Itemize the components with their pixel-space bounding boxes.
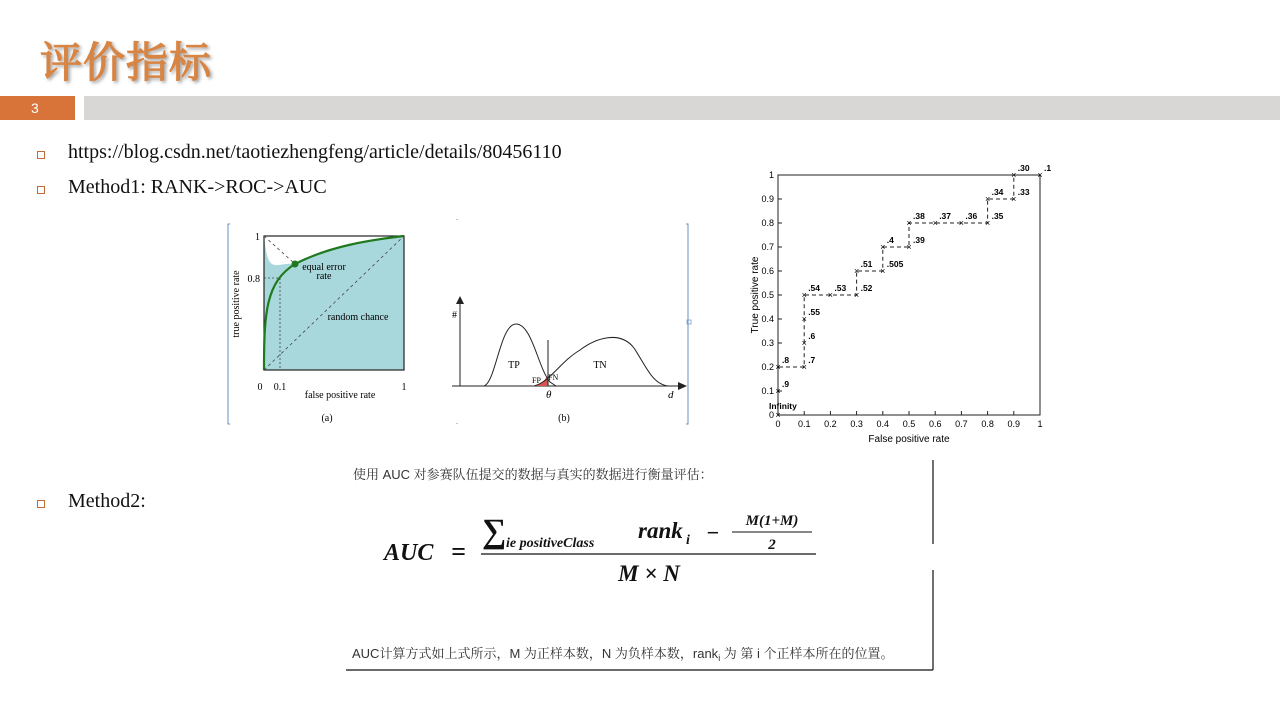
roc-point-marker: ×	[801, 362, 807, 372]
panel-a-roc	[231, 232, 407, 424]
roc-point-label: .6	[808, 331, 816, 341]
roc-point-marker: ×	[853, 266, 860, 276]
roc-point-marker: ×	[984, 194, 991, 204]
fp-label: FP	[532, 376, 541, 385]
y-tick-label: 0.8	[247, 274, 260, 285]
roc-point-marker: ×	[880, 242, 886, 252]
roc-point-marker: ×	[801, 338, 807, 348]
roc-point-marker: ×	[906, 242, 912, 252]
fraction-denominator: 2	[768, 537, 776, 553]
roc-point-marker: ×	[1037, 170, 1043, 180]
bullet-method1: Method1: RANK->ROC->AUC	[68, 176, 327, 198]
roc-point-marker: ×	[880, 266, 886, 276]
roc-point-marker: ×	[801, 314, 807, 324]
x-tick-label: 1	[401, 382, 407, 393]
note-text: 为 第 i 个正样本所在的位置。	[720, 646, 894, 661]
roc-point-label: .35	[991, 211, 1004, 221]
roc-point-label: .33	[1017, 187, 1030, 197]
roc-point-label: .30	[1017, 163, 1030, 173]
roc-step-chart	[745, 158, 1055, 450]
roc-point-label: .8	[782, 355, 790, 365]
y-axis-label: True positive rate	[750, 256, 761, 334]
tp-distribution-curve	[484, 324, 559, 386]
y-axis-symbol: #	[452, 310, 457, 321]
formula-denominator: M × N	[618, 561, 680, 586]
rank-term: rank	[638, 518, 683, 543]
panel-caption: (b)	[558, 413, 570, 424]
roc-point-marker: ×	[775, 362, 781, 372]
roc-point-label: .505	[886, 259, 904, 269]
roc-point-label: .7	[808, 355, 816, 365]
roc-point-marker: ×	[958, 218, 965, 228]
bullet-link[interactable]: https://blog.csdn.net/taotiezhengfeng/article/details/80456110	[68, 141, 562, 163]
roc-point-label: .34	[991, 187, 1004, 197]
y-tick-label: 0.6	[761, 266, 774, 276]
roc-point-label: .55	[808, 307, 821, 317]
formula-equals: =	[451, 537, 466, 566]
roc-point-label: .37	[939, 211, 952, 221]
y-axis-arrow	[456, 296, 464, 304]
y-tick-label: 1	[255, 232, 260, 243]
tn-label: TN	[593, 360, 607, 371]
bullet-method2: Method2:	[68, 490, 146, 512]
x-axis-symbol: d	[668, 389, 674, 401]
x-tick-label: 0.9	[1007, 419, 1021, 429]
x-tick-label: 0.1	[797, 419, 811, 429]
roc-point-label: .53	[834, 283, 847, 293]
eer-annotation: equal error	[302, 262, 346, 273]
frame-marker: ˘	[456, 422, 459, 430]
roc-point-marker: ×	[906, 218, 912, 228]
roc-point-label: .38	[913, 211, 925, 221]
formula-note	[352, 646, 894, 663]
y-tick-label: 0.3	[761, 338, 774, 348]
note-text: AUC计算方式如上式所示，M 为正样本数，N 为负样本数，rank	[352, 646, 719, 661]
fraction-numerator: M(1+M)	[745, 513, 799, 529]
y-tick-label: 0.2	[761, 362, 774, 372]
title-divider-bar	[84, 96, 1280, 120]
x-axis-label: False positive rate	[868, 434, 950, 445]
y-tick-label: 0.5	[761, 290, 774, 300]
roc-point-marker: ×	[775, 410, 781, 420]
x-tick-label: 0.7	[955, 419, 968, 429]
sum-subscript: ie positiveClass	[506, 536, 595, 551]
eer-annotation: rate	[316, 271, 332, 282]
x-tick-label: 0.4	[876, 419, 890, 429]
y-tick-label: 0.4	[761, 314, 774, 324]
x-tick-label: 0.6	[928, 419, 942, 429]
formula-box	[344, 458, 940, 674]
x-tick-label: 0.8	[981, 419, 994, 429]
roc-point-label: .39	[913, 235, 925, 245]
sum-symbol: ∑	[482, 513, 507, 550]
roc-point-marker: ×	[827, 290, 834, 300]
panel-b-distributions	[452, 296, 687, 424]
roc-point-marker: ×	[801, 290, 807, 300]
tp-label: TP	[508, 360, 520, 371]
roc-concept-figure	[220, 212, 700, 430]
bullet-icon	[37, 151, 45, 159]
roc-point-marker: ×	[775, 386, 781, 396]
x-axis-label: false positive rate	[304, 390, 376, 401]
roc-point-label: .54	[808, 283, 821, 293]
roc-point-marker: ×	[1011, 170, 1017, 180]
x-tick-label: 0	[257, 382, 263, 393]
x-axis-arrow	[678, 382, 687, 390]
roc-point-label: .36	[965, 211, 978, 221]
y-tick-label: 0.8	[761, 218, 774, 228]
roc-points	[769, 163, 1051, 420]
roc-point-marker: ×	[853, 290, 860, 300]
x-tick-label: 0.5	[902, 419, 916, 429]
x-tick-label: 1	[1037, 419, 1043, 429]
y-tick-label: 0.7	[761, 242, 774, 252]
rank-subscript: i	[686, 533, 690, 548]
y-tick-label: 0.9	[761, 194, 774, 204]
y-axis-label: true positive rate	[231, 270, 242, 338]
roc-point-marker: ×	[984, 218, 991, 228]
roc-point-label: .1	[1044, 163, 1052, 173]
x-tick-label: 0.1	[273, 382, 287, 393]
panel-caption: (a)	[321, 413, 333, 424]
bullet-icon	[37, 186, 45, 194]
roc-point-marker: ×	[932, 218, 938, 228]
x-tick-label: 0.3	[850, 419, 863, 429]
x-tick-label: 0.2	[824, 419, 837, 429]
fn-label: FN	[548, 373, 559, 382]
formula-lhs: AUC	[384, 540, 434, 566]
threshold-symbol: θ	[546, 389, 552, 401]
roc-point-marker: ×	[1011, 194, 1017, 204]
bullet-icon	[37, 500, 45, 508]
frame-bracket-left	[228, 224, 230, 424]
y-tick-label: 0.1	[761, 386, 774, 396]
formula-intro: 使用 AUC 对参赛队伍提交的数据与真实的数据进行衡量评估：	[353, 467, 713, 482]
roc-point-label: .4	[886, 235, 894, 245]
minus-sign: −	[706, 520, 720, 545]
note-subscript: i	[718, 653, 721, 663]
x-tick-label: 0	[775, 419, 781, 429]
roc-point-label: Infinity	[769, 401, 797, 411]
frame-marker: ˘	[456, 218, 459, 226]
slide-number-badge: 3	[0, 96, 75, 120]
y-tick-label: 1	[768, 170, 774, 180]
roc-point-label: .9	[782, 379, 790, 389]
roc-point-label: .52	[860, 283, 873, 293]
chance-annotation: random chance	[327, 312, 389, 323]
eer-point	[292, 261, 299, 268]
slide-title: 评价指标	[40, 38, 213, 87]
y-tick-label: 0	[768, 410, 774, 420]
roc-point-label: .51	[860, 259, 873, 269]
